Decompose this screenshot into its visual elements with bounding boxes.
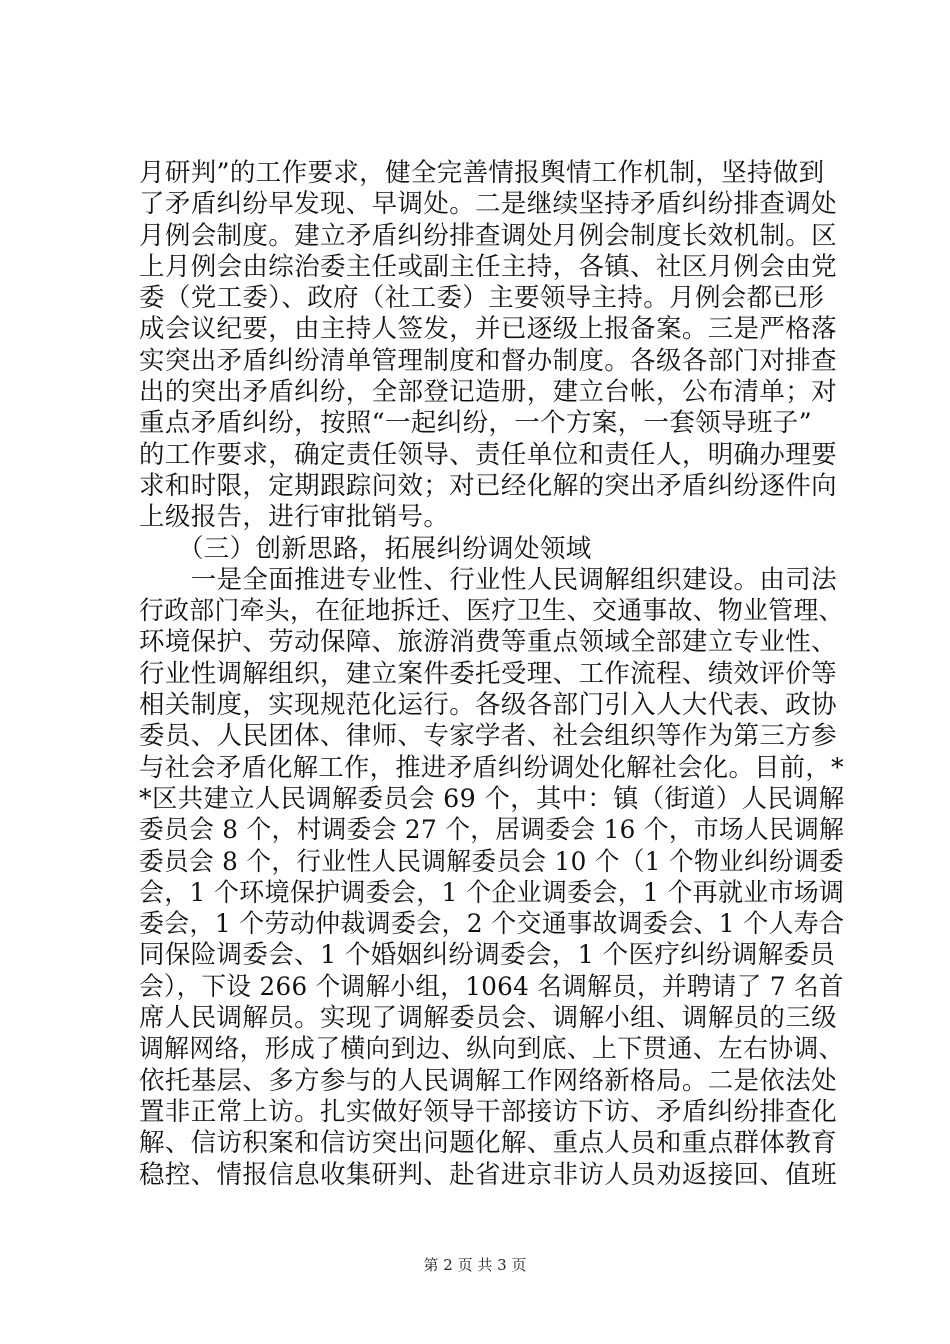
text-line: 置非正常上访。扎实做好领导干部接访下访、矛盾纠纷排查化 (139, 1096, 837, 1127)
text-line: 行政部门牵头，在征地拆迁、医疗卫生、交通事故、物业管理、 (139, 596, 844, 627)
text-line: 相关制度，实现规范化运行。各级各部门引入人大代表、政协 (139, 690, 837, 721)
text-line: 会），下设 266 个调解小组，1064 名调解员，并聘请了 7 名首 (139, 971, 844, 1002)
text-line: 月研判”的工作要求，健全完善情报舆情工作机制，坚持做到 (139, 158, 825, 188)
text-line: 实突出矛盾纠纷清单管理制度和督办制度。各级各部门对排查 (139, 345, 837, 376)
text-line: 出的突出矛盾纠纷，全部登记造册，建立台帐，公布清单；对 (139, 377, 837, 408)
text-line: 委会，1 个劳动仲裁调委会，2 个交通事故调委会、1 个人寿合 (139, 909, 845, 940)
text-line: 月例会制度。建立矛盾纠纷排查调处月例会制度长效机制。区 (139, 220, 837, 251)
text-line: 与社会矛盾化解工作，推进矛盾纠纷调处化解社会化。目前，* (139, 752, 845, 783)
text-line: 同保险调委会、1 个婚姻纠纷调委会，1 个医疗纠纷调解委员 (139, 940, 836, 971)
text-line: 上月例会由综治委主任或副主任主持，各镇、社区月例会由党 (139, 251, 837, 282)
text-line: 席人民调解员。实现了调解委员会、调解小组、调解员的三级 (139, 1003, 837, 1034)
text-line: 行业性调解组织，建立案件委托受理、工作流程、绩效评价等 (139, 658, 837, 689)
text-line: 重点矛盾纠纷，按照“一起纠纷，一个方案，一套领导班子” (139, 408, 813, 439)
text-line: 委员会 8 个，行业性人民调解委员会 10 个（1 个物业纠纷调委 (139, 846, 844, 877)
page-footer: 第 2 页 共 3 页 (423, 1256, 527, 1274)
text-line: 调解网络，形成了横向到边、纵向到底、上下贯通、左右协调、 (139, 1034, 844, 1065)
text-line: 上级报告，进行审批销号。 (139, 502, 450, 533)
text-line: *区共建立人民调解委员会 69 个，其中：镇（街道）人民调解 (139, 783, 845, 814)
text-line: 求和时限，定期跟踪问效；对已经化解的突出矛盾纠纷逐件向 (139, 470, 837, 501)
text-line: 依托基层、多方参与的人民调解工作网络新格局。二是依法处 (139, 1065, 837, 1096)
text-line: 一是全面推进专业性、行业性人民调解组织建设。由司法 (139, 564, 837, 595)
text-line: 会，1 个环境保护调委会，1 个企业调委会，1 个再就业市场调 (139, 877, 845, 908)
document-body (139, 158, 845, 1191)
text-line: 解、信访积案和信访突出问题化解、重点人员和重点群体教育 (139, 1128, 837, 1159)
text-line: 的工作要求，确定责任领导、责任单位和责任人，明确办理要 (139, 439, 837, 470)
text-line: 成会议纪要，由主持人签发，并已逐级上报备案。三是严格落 (139, 314, 837, 345)
text-line: 委（党工委）、政府（社工委）主要领导主持。月例会都已形 (139, 283, 825, 314)
text-line: 委员会 8 个，村调委会 27 个，居调委会 16 个，市场人民调解 (139, 815, 845, 846)
text-line: 环境保护、劳动保障、旅游消费等重点领域全部建立专业性、 (139, 627, 837, 658)
text-line: 了矛盾纠纷早发现、早调处。二是继续坚持矛盾纠纷排查调处 (139, 189, 837, 220)
text-line: （三）创新思路，拓展纠纷调处领域 (139, 533, 592, 564)
text-line: 委员、人民团体、律师、专家学者、社会组织等作为第三方参 (139, 721, 837, 752)
text-line: 稳控、情报信息收集研判、赴省进京非访人员劝返接回、值班 (139, 1159, 837, 1190)
